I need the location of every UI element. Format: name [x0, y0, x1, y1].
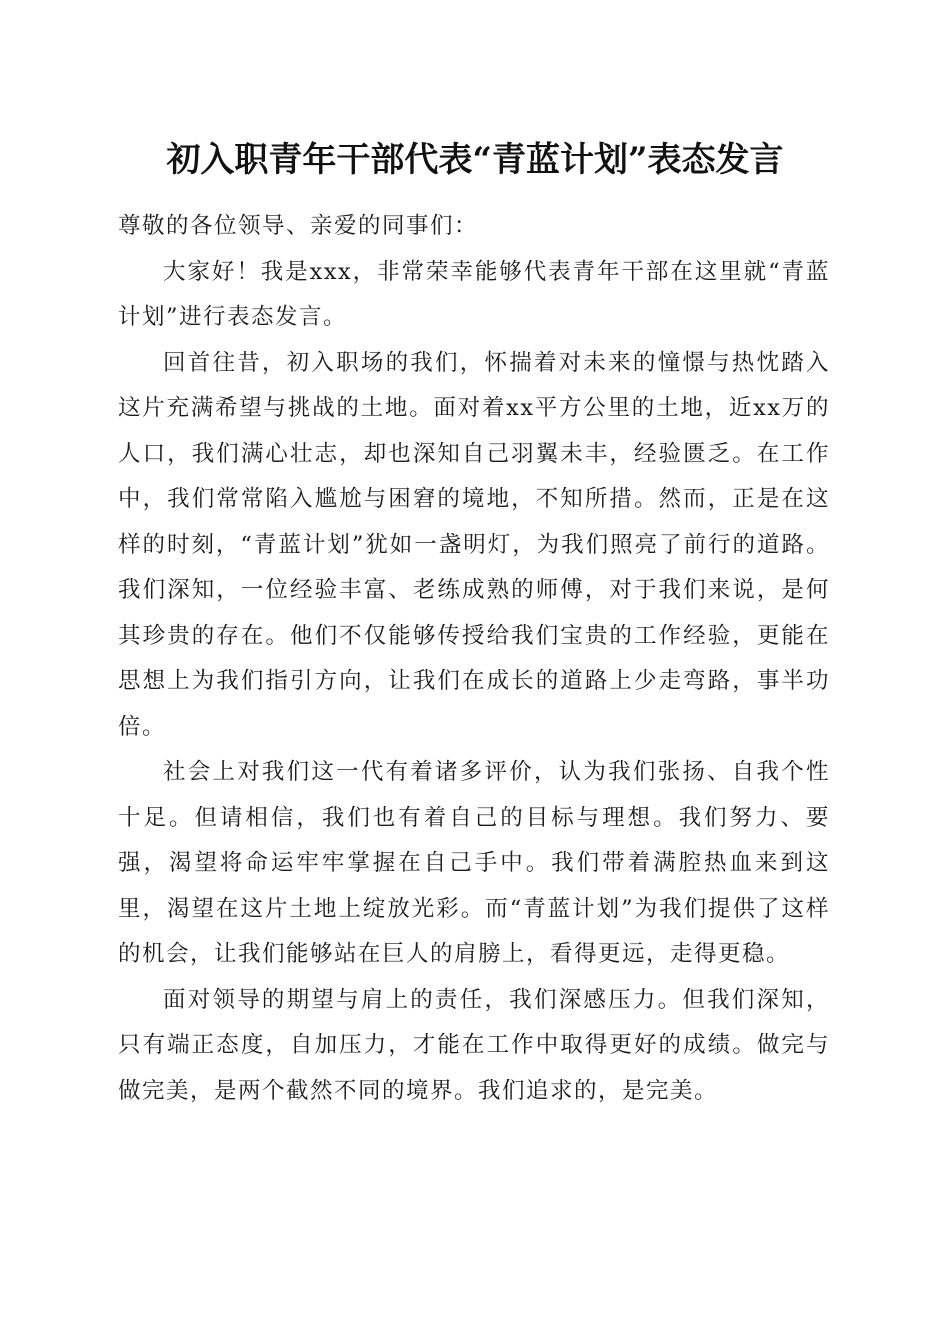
paragraph-responsibility: 面对领导的期望与肩上的责任，我们深感压力。但我们深知，只有端正态度，自加压力，才能在工作中取得更好的成绩。做完与做完美，是两个截然不同的境界。我们追求的，是完美。: [118, 986, 830, 1104]
paragraph-greeting: 大家好！我是xxx，非常荣幸能够代表青年干部在这里就“青蓝计划”进行表态发言。: [118, 258, 830, 330]
document-body: [118, 204, 830, 1114]
document-title: 初入职青年干部代表“青蓝计划”表态发言: [166, 140, 784, 180]
salutation: 尊敬的各位领导、亲爱的同事们：: [118, 213, 479, 239]
paragraph-generation: 社会上对我们这一代有着诸多评价，认为我们张扬、自我个性十足。但请相信，我们也有着自己的目标与理想。我们努力、要强，渴望将命运牢牢掌握在自己手中。我们带着满腔热血来到这里，渴望在这片土地上绽放光彩。而“青蓝计划”为我们提供了这样的机会，让我们能够站在巨人的肩膀上，看得更远，走得更稳。: [118, 759, 830, 967]
paragraph-retrospect: 回首往昔，初入职场的我们，怀揣着对未来的憧憬与热忱踏入这片充满希望与挑战的土地。面对着xx平方公里的土地，近xx万的人口，我们满心壮志，却也深知自己羽翼未丰，经验匮乏。在工作中，我们常常陷入尴尬与困窘的境地，不知所措。然而，正是在这样的时刻，“青蓝计划”犹如一盏明灯，为我们照亮了前行的道路。我们深知，一位经验丰富、老练成熟的师傅，对于我们来说，是何其珍贵的存在。他们不仅能够传授给我们宝贵的工作经验，更能在思想上为我们指引方向，让我们在成长的道路上少走弯路，事半功倍。: [118, 349, 830, 740]
